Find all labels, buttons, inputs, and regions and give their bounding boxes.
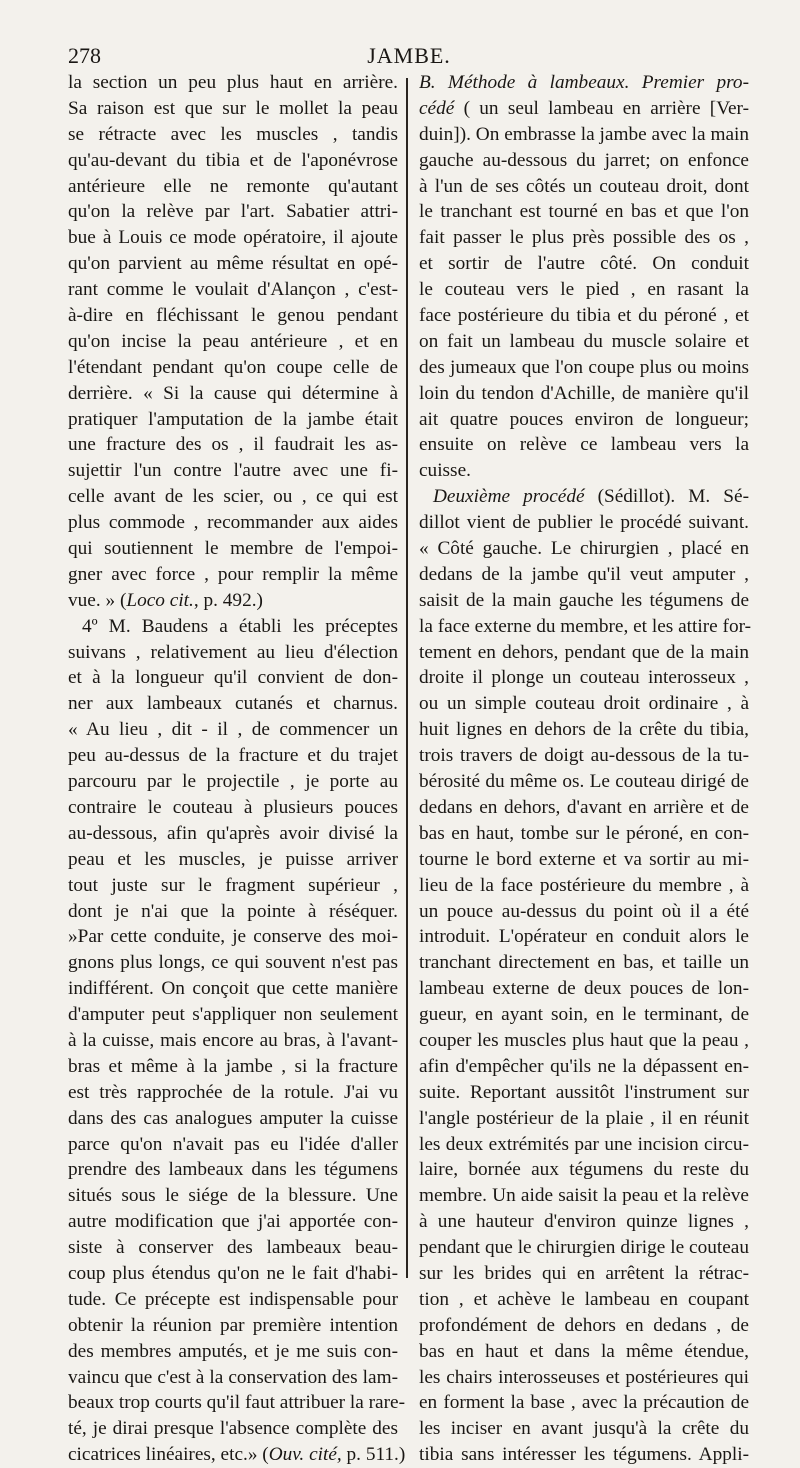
text-line bbox=[68, 950, 398, 976]
text-line bbox=[419, 407, 749, 433]
text-run: le couteau vers le pied , en rasant la bbox=[419, 279, 749, 301]
text-run: gnons plus longs, ce qui souvent n'est pas bbox=[68, 952, 398, 974]
text-line bbox=[68, 665, 398, 691]
text-line bbox=[68, 1183, 398, 1209]
text-line bbox=[419, 96, 749, 122]
text-line bbox=[68, 510, 398, 536]
text-line bbox=[419, 1261, 749, 1287]
text-run: tion , et achève le lambeau en coupant bbox=[419, 1288, 749, 1310]
text-line bbox=[419, 1235, 749, 1261]
text-run: et à la longueur qu'il convient de don- bbox=[68, 667, 398, 689]
text-line bbox=[419, 381, 749, 407]
page-header bbox=[68, 44, 750, 68]
italic-text: Ouv. cité, bbox=[268, 1444, 342, 1466]
text-line bbox=[419, 1209, 749, 1235]
italic-text: cédé bbox=[419, 97, 455, 119]
text-line bbox=[68, 588, 398, 614]
text-line bbox=[68, 1416, 398, 1442]
text-line bbox=[419, 847, 749, 873]
text-run: 4º M. Baudens a établi les préceptes bbox=[82, 615, 398, 637]
text-line bbox=[419, 691, 749, 717]
right-text-column bbox=[419, 70, 752, 1468]
text-run: le tranchant est tourné en bas et que l'on bbox=[419, 201, 749, 223]
text-run: en forment la base , avec la précaution de bbox=[419, 1392, 749, 1414]
text-line bbox=[419, 148, 749, 174]
text-run: autre modification que j'ai apportée con- bbox=[68, 1211, 398, 1233]
text-line bbox=[68, 821, 398, 847]
text-run: »Par cette conduite, je conserve des moi- bbox=[68, 926, 398, 948]
text-line bbox=[419, 1157, 749, 1183]
text-run: peau et les muscles, je puisse arriver bbox=[68, 848, 398, 870]
text-run: peu au-dessus de la fracture et du trajet bbox=[68, 745, 398, 767]
text-run: beaux trop courts qu'il faut attribuer la rare- bbox=[68, 1392, 406, 1414]
text-line bbox=[419, 329, 749, 355]
text-line bbox=[419, 1339, 749, 1365]
text-run: à la cuisse, mais encore au bras, à l'avant- bbox=[68, 1029, 398, 1051]
text-line bbox=[419, 1390, 749, 1416]
text-run: profondément de dehors en dedans , de bbox=[419, 1314, 749, 1336]
text-run: qu'on parvient au même résultat en opé- bbox=[68, 253, 398, 275]
text-run: antérieure elle ne remonte qu'autant bbox=[68, 175, 398, 197]
text-run: situés sous le siége de la blessure. Une bbox=[68, 1185, 398, 1207]
text-run: sujettir l'un contre l'autre avec une fi- bbox=[68, 460, 398, 482]
text-run: les chairs interosseuses et postérieures qui bbox=[419, 1366, 749, 1388]
text-line bbox=[419, 795, 749, 821]
text-line bbox=[419, 1080, 749, 1106]
text-run: trois travers de doigt au-dessous de la tu- bbox=[419, 745, 749, 767]
text-run: « Au lieu , dit - il , de commencer un bbox=[68, 719, 398, 741]
text-run: bérosité du même os. Le couteau dirigé de bbox=[419, 771, 749, 793]
text-run: bas en haut et dans la même étendue, bbox=[419, 1340, 749, 1362]
text-run: est très rapprochée de la rotule. J'ai vu bbox=[68, 1081, 398, 1103]
text-run: bue à Louis ce mode opératoire, il ajoute bbox=[68, 227, 398, 249]
text-line bbox=[419, 1132, 749, 1158]
text-line bbox=[68, 976, 398, 1002]
text-run: contraire le couteau à plusieurs pouces bbox=[68, 796, 398, 818]
text-line bbox=[419, 950, 749, 976]
text-run: des membres amputés, et je me suis con- bbox=[68, 1340, 398, 1362]
text-run: prendre des lambeaux dans les tégumens bbox=[68, 1159, 398, 1181]
italic-text: Loco cit. bbox=[126, 589, 194, 611]
text-line bbox=[419, 769, 749, 795]
text-run: dans des cas analogues amputer la cuisse bbox=[68, 1107, 398, 1129]
text-run: cicatrices linéaires, etc.» ( bbox=[68, 1444, 269, 1466]
text-line bbox=[68, 303, 398, 329]
text-run: , p. 492.) bbox=[193, 589, 263, 611]
text-line bbox=[419, 122, 749, 148]
text-run: dont je n'ai que la pointe à réséquer. bbox=[68, 900, 398, 922]
text-line bbox=[68, 277, 398, 303]
text-run: tourne le bord externe et va sortir au mi- bbox=[419, 848, 749, 870]
text-run: un pouce au-dessus du point où il a été bbox=[419, 900, 749, 922]
text-line bbox=[419, 1442, 749, 1468]
text-line bbox=[68, 1365, 398, 1391]
text-run: introduit. L'opérateur en conduit alors le bbox=[419, 926, 749, 948]
text-line bbox=[419, 199, 749, 225]
text-line bbox=[419, 277, 749, 303]
text-line bbox=[419, 1002, 749, 1028]
text-line bbox=[419, 432, 749, 458]
text-run: suite. Reportant aussitôt l'instrument sur bbox=[419, 1081, 749, 1103]
text-run: lieu de la face postérieure du membre , à bbox=[419, 874, 749, 896]
text-line bbox=[419, 1287, 749, 1313]
text-run: afin d'empêcher qu'ils ne la dépassent en- bbox=[419, 1055, 749, 1077]
text-run: gner avec force , pour remplir la même bbox=[68, 563, 398, 585]
text-run: une fracture des os , il faudrait les as- bbox=[68, 434, 398, 456]
text-line bbox=[68, 769, 398, 795]
text-line bbox=[419, 899, 749, 925]
text-run: la section un peu plus haut en arrière. bbox=[68, 72, 398, 93]
text-run: Sa raison est que sur le mollet la peau bbox=[68, 97, 398, 119]
text-line bbox=[419, 562, 749, 588]
text-line bbox=[68, 251, 398, 277]
text-run: celle avant de les scier, ou , ce qui est bbox=[68, 486, 398, 508]
text-line bbox=[68, 484, 398, 510]
text-run: vue. » ( bbox=[68, 589, 127, 611]
text-line bbox=[419, 1365, 749, 1391]
text-run: « Côté gauche. Le chirurgien , placé en bbox=[419, 538, 749, 560]
text-line bbox=[68, 1442, 406, 1468]
text-run: rant comme le voulait d'Alançon , c'est- bbox=[68, 279, 398, 301]
text-line bbox=[68, 1339, 398, 1365]
text-line bbox=[68, 1080, 398, 1106]
text-run: laire, bornée aux tégumens du reste du bbox=[419, 1159, 749, 1181]
text-run: siste à conserver des lambeaux beau- bbox=[68, 1237, 398, 1259]
text-run: à une hauteur d'environ quinze lignes , bbox=[419, 1211, 749, 1233]
text-run: huit lignes en dehors de la crête du tibia, bbox=[419, 719, 749, 741]
text-run: fait passer le plus près possible des os , bbox=[419, 227, 749, 249]
text-run: vaincu que c'est à la conservation des lam- bbox=[68, 1366, 398, 1388]
text-run: derrière. « Si la cause qui détermine à bbox=[68, 382, 398, 404]
page-number: 278 bbox=[68, 43, 101, 68]
text-run: obtenir la réunion par première intention bbox=[68, 1314, 398, 1336]
text-line bbox=[68, 174, 398, 200]
text-run: (Sédillot). M. Sé- bbox=[584, 486, 749, 508]
text-line bbox=[68, 743, 398, 769]
text-run: tement en dehors, pendant que de la main bbox=[419, 641, 749, 663]
text-line bbox=[68, 355, 398, 381]
text-line bbox=[419, 303, 749, 329]
text-line bbox=[419, 510, 749, 536]
text-run: suivans , relativement au lieu d'élection bbox=[68, 641, 398, 663]
text-line bbox=[419, 355, 749, 381]
text-run: tranchant directement en bas, et taille un bbox=[419, 952, 749, 974]
text-line bbox=[68, 70, 398, 96]
text-run: qu'on incise la peau antérieure , et en bbox=[68, 330, 398, 352]
text-line bbox=[68, 1209, 398, 1235]
text-run: on fait un lambeau du muscle solaire et bbox=[419, 330, 749, 352]
text-line bbox=[419, 1183, 749, 1209]
text-line bbox=[68, 795, 398, 821]
text-run: face postérieure du tibia et du péroné , et bbox=[419, 305, 749, 327]
text-line bbox=[419, 1416, 749, 1442]
text-run: indifférent. On conçoit que cette manière bbox=[68, 978, 398, 1000]
text-line bbox=[419, 1054, 749, 1080]
text-line bbox=[68, 1287, 398, 1313]
text-line bbox=[68, 199, 398, 225]
text-run: la face externe du membre, et les attire for- bbox=[419, 615, 752, 637]
text-line bbox=[419, 458, 749, 484]
text-run: sur les brides qui en arrêtent la rétrac- bbox=[419, 1262, 749, 1284]
text-run: lambeau externe de deux pouces de lon- bbox=[419, 978, 749, 1000]
text-run: couper les muscles plus haut que la peau , bbox=[419, 1029, 749, 1051]
text-line bbox=[419, 717, 749, 743]
text-run: ensuite on relève ce lambeau vers la bbox=[419, 434, 749, 456]
text-line bbox=[419, 174, 749, 200]
text-line bbox=[419, 743, 749, 769]
text-run: à-dire en fléchissant le genou pendant bbox=[68, 305, 398, 327]
text-run: gueur, en ayant soin, en le terminant, de bbox=[419, 1004, 749, 1026]
running-head: JAMBE. bbox=[367, 43, 451, 68]
text-line bbox=[68, 536, 398, 562]
text-line bbox=[68, 717, 398, 743]
text-run: les deux extrémités par une incision circu- bbox=[419, 1133, 749, 1155]
text-run: et sortir de l'autre côté. On conduit bbox=[419, 253, 749, 275]
text-line bbox=[68, 432, 398, 458]
text-run: dedans en dehors, d'avant en arrière et de bbox=[419, 796, 749, 818]
text-line bbox=[68, 899, 398, 925]
text-run: té, je dirai presque l'absence complète des bbox=[68, 1418, 398, 1440]
text-line bbox=[68, 225, 398, 251]
text-run: l'angle postérieur de la plaie , il en réunit bbox=[419, 1107, 749, 1129]
text-run: ou un simple couteau droit ordinaire , à bbox=[419, 693, 749, 715]
text-run: droite il plonge un couteau interosseux , bbox=[419, 667, 749, 689]
text-run: pratiquer l'amputation de la jambe était bbox=[68, 408, 398, 430]
text-line bbox=[419, 484, 749, 510]
text-line bbox=[68, 1261, 398, 1287]
text-line bbox=[419, 640, 749, 666]
text-line bbox=[419, 1313, 749, 1339]
text-run: saisit de la main gauche les tégumens de bbox=[419, 589, 749, 611]
text-run: l'étendant pendant qu'on coupe celle de bbox=[68, 356, 398, 378]
text-line bbox=[68, 1390, 406, 1416]
text-line bbox=[68, 640, 398, 666]
text-run: les inciser en avant jusqu'à la crête du bbox=[419, 1418, 749, 1440]
text-line bbox=[419, 665, 749, 691]
text-run: à l'un de ses côtés un couteau droit, dont bbox=[419, 175, 749, 197]
text-line bbox=[68, 1132, 398, 1158]
text-run: tout juste sur le fragment supérieur , bbox=[68, 874, 398, 896]
text-run: dedans de la jambe qu'il veut amputer , bbox=[419, 563, 749, 585]
text-line bbox=[68, 1157, 398, 1183]
text-line bbox=[68, 1313, 398, 1339]
text-line bbox=[419, 588, 749, 614]
text-run: qu'on la relève par l'art. Sabatier attri- bbox=[68, 201, 398, 223]
text-line bbox=[68, 614, 398, 640]
text-line bbox=[68, 691, 398, 717]
italic-text: Deuxième procédé bbox=[433, 486, 585, 508]
text-line bbox=[419, 70, 749, 96]
text-line bbox=[419, 225, 749, 251]
text-run: parcouru par le projectile , je porte au bbox=[68, 771, 398, 793]
text-line bbox=[419, 976, 749, 1002]
text-line bbox=[419, 821, 749, 847]
text-line bbox=[68, 1106, 398, 1132]
text-line bbox=[419, 1106, 749, 1132]
text-line bbox=[419, 614, 752, 640]
text-run: tibia sans intéresser les tégumens. Appli- bbox=[419, 1444, 749, 1466]
text-run: parce qu'on n'avait pas eu l'idée d'aller bbox=[68, 1133, 398, 1155]
text-run: des jumeaux que l'on coupe plus ou moins bbox=[419, 356, 749, 378]
text-run: tude. Ce précepte est indispensable pour bbox=[68, 1288, 398, 1310]
text-line bbox=[419, 251, 749, 277]
text-run: cuisse. bbox=[419, 460, 471, 482]
text-run: ner aux lambeaux cutanés et charnus. bbox=[68, 693, 398, 715]
text-line bbox=[419, 924, 749, 950]
text-run: pendant que le chirurgien dirige le couteau bbox=[419, 1237, 749, 1259]
text-run: dillot vient de publier le procédé suivant. bbox=[419, 512, 749, 534]
text-line bbox=[68, 407, 398, 433]
column-divider bbox=[406, 78, 408, 1278]
text-line bbox=[68, 148, 398, 174]
text-line bbox=[68, 1002, 398, 1028]
text-line bbox=[68, 873, 398, 899]
text-line bbox=[419, 536, 749, 562]
text-run: p. 511.) bbox=[341, 1444, 406, 1466]
text-line bbox=[68, 924, 398, 950]
text-run: ( un seul lambeau en arrière [Ver- bbox=[454, 97, 749, 119]
text-line bbox=[68, 1054, 398, 1080]
text-line bbox=[68, 562, 398, 588]
text-line bbox=[68, 1028, 398, 1054]
text-run: au-dessous, afin qu'après avoir divisé la bbox=[68, 822, 398, 844]
text-run: gauche au-dessous du jarret; on enfonce bbox=[419, 149, 749, 171]
text-run: duin]). On embrasse la jambe avec la main bbox=[419, 123, 749, 145]
text-run: bas en haut, tombe sur le péroné, en con- bbox=[419, 822, 749, 844]
text-run: coup plus étendus qu'on ne le fait d'habi- bbox=[68, 1262, 398, 1284]
text-line bbox=[68, 96, 398, 122]
text-line bbox=[419, 873, 749, 899]
text-run: bras et même à la jambe , si la fracture bbox=[68, 1055, 398, 1077]
text-run: membre. Un aide saisit la peau et la relève bbox=[419, 1185, 749, 1207]
text-line bbox=[419, 1028, 749, 1054]
left-text-column bbox=[68, 70, 406, 1468]
text-run: qui soutiennent le membre de l'empoi- bbox=[68, 538, 398, 560]
italic-text: B. Méthode à lambeaux. Premier pro- bbox=[419, 72, 749, 93]
text-line bbox=[68, 847, 398, 873]
text-line bbox=[68, 1235, 398, 1261]
text-run: qu'au-devant du tibia et de l'aponévrose bbox=[68, 149, 398, 171]
text-run: plus commode , recommander aux aides bbox=[68, 512, 398, 534]
text-run: ait quatre pouces environ de longueur; bbox=[419, 408, 749, 430]
text-line bbox=[68, 458, 398, 484]
text-line bbox=[68, 329, 398, 355]
text-line bbox=[68, 381, 398, 407]
text-line bbox=[68, 122, 398, 148]
text-run: se rétracte avec les muscles , tandis bbox=[68, 123, 398, 145]
text-run: loin du tendon d'Achille, de manière qu'il bbox=[419, 382, 749, 404]
text-run: d'amputer peut s'appliquer non seulement bbox=[68, 1004, 398, 1026]
